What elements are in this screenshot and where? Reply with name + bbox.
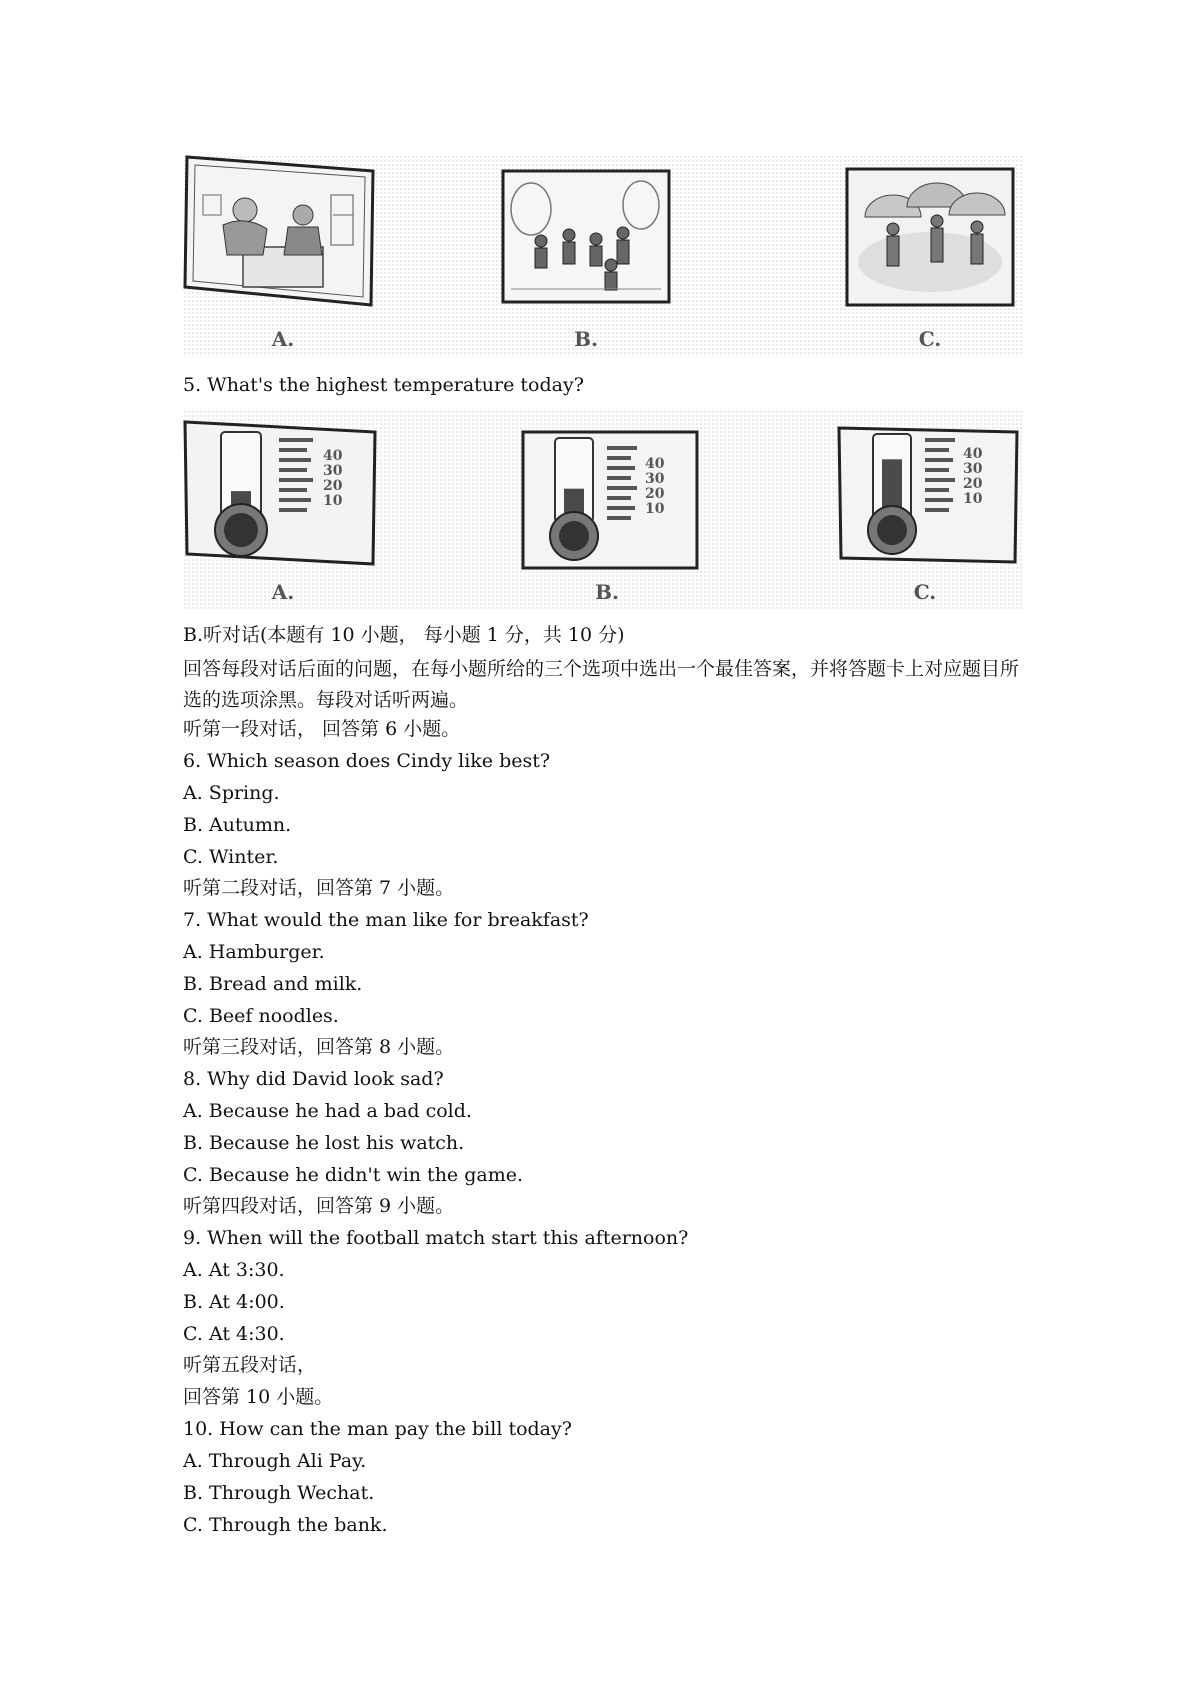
option-6a: A. Spring. [183,782,280,804]
scale-label-20: 20 [963,476,983,492]
question-10: 10. How can the man pay the bill today? [183,1418,572,1440]
section-b-instructions: 回答每段对话后面的问题，在每小题所给的三个选项中选出一个最佳答案，并将答题卡上对应题目所选的选项涂黑。每段对话听两遍。 [183,658,1020,711]
option-10b: B. Through Wechat. [183,1482,375,1504]
option-7b: B. Bread and milk. [183,973,363,995]
question-6: 6. Which season does Cindy like best? [183,750,551,772]
option-7c: C. Beef noodles. [183,1005,339,1027]
picture-label-a: A. [271,327,295,351]
scale-label-10: 10 [645,501,665,517]
thermometer-label-a: A. [271,580,295,604]
option-8a: A. Because he had a bad cold. [183,1100,472,1122]
scale-label-30: 30 [645,471,665,487]
scale-label-40: 40 [963,446,983,462]
scale-label-30: 30 [323,463,343,479]
picture-option-c-umbrella-scene [845,167,1015,307]
option-9b: B. At 4:00. [183,1291,285,1313]
picture-label-c: C. [918,327,942,351]
thermometer-label-c: C. [913,580,937,604]
thermometer-option-a [183,418,379,568]
dialogue-intro: 听第三段对话，回答第 8 小题。 [183,1036,455,1058]
scale-label-30: 30 [963,461,983,477]
dialogue-intro: 听第五段对话， [183,1354,317,1376]
section-b-heading: B.听对话(本题有 10 小题， 每小题 1 分，共 10 分) [183,624,625,646]
dialogue-intro: 听第四段对话，回答第 9 小题。 [183,1195,455,1217]
thermometer-option-b [521,430,699,570]
scale-label-40: 40 [645,456,665,472]
scale-label-20: 20 [645,486,665,502]
scale-label-10: 10 [323,493,343,509]
thermometer-label-b: B. [595,580,619,604]
option-8b: B. Because he lost his watch. [183,1132,465,1154]
picture-option-a-indoor-scene [183,155,383,325]
question5-picture-row [183,410,1023,610]
option-6b: B. Autumn. [183,814,292,836]
option-10c: C. Through the bank. [183,1514,388,1536]
question5-prompt: 5. What's the highest temperature today? [183,374,584,396]
scale-label-10: 10 [963,491,983,507]
question4-picture-row [183,155,1023,355]
question-8: 8. Why did David look sad? [183,1068,444,1090]
option-10a: A. Through Ali Pay. [183,1450,367,1472]
option-9a: A. At 3:30. [183,1259,285,1281]
scale-label-20: 20 [323,478,343,494]
picture-label-b: B. [574,327,598,351]
dialogue-intro: 听第一段对话， 回答第 6 小题。 [183,718,461,740]
question-7: 7. What would the man like for breakfast? [183,909,589,931]
thermometer-option-c [837,424,1019,566]
scale-label-40: 40 [323,448,343,464]
dialogue-intro: 听第二段对话，回答第 7 小题。 [183,877,455,899]
option-6c: C. Winter. [183,846,279,868]
dialogue-intro-continued: 回答第 10 小题。 [183,1386,334,1408]
option-9c: C. At 4:30. [183,1323,285,1345]
option-8c: C. Because he didn't win the game. [183,1164,524,1186]
picture-option-b-outdoor-scene [501,169,671,304]
question-9: 9. When will the football match start this afternoon? [183,1227,689,1249]
option-7a: A. Hamburger. [183,941,325,963]
